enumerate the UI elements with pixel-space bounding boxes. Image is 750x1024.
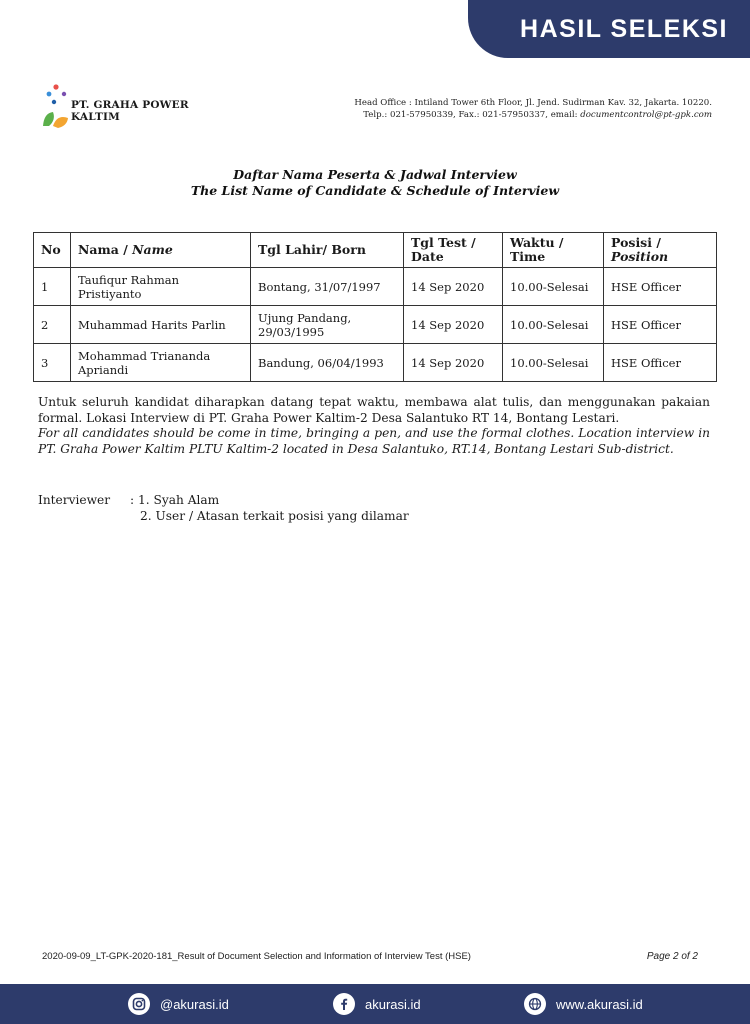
social-website[interactable] <box>524 992 643 1016</box>
cell-born: Bontang, 31/07/1997 <box>251 268 404 306</box>
office-line-2 <box>354 109 712 121</box>
cell-time: 10.00-Selesai <box>503 306 604 344</box>
facebook-handle: akurasi.id <box>365 996 421 1012</box>
office-contact: Telp.: 021-57950339, Fax.: 021-57950337, email: <box>363 110 581 120</box>
instagram-icon <box>128 993 150 1015</box>
cell-name: Mohammad Triananda Apriandi <box>71 344 251 382</box>
cell-born: Ujung Pandang, 29/03/1995 <box>251 306 404 344</box>
cell-no: 2 <box>34 306 71 344</box>
office-address <box>354 97 712 121</box>
table-row <box>34 344 717 382</box>
header-time-en: Time <box>510 249 546 264</box>
instructions-indonesian: Untuk seluruh kandidat diharapkan datang tepat waktu, membawa alat tulis, dan menggunakan pakaian formal. Lokasi Interview di PT. Graha Power Kaltim-2 Desa Salantuko RT 14, Bontang Lestari. <box>38 395 710 425</box>
cell-date: 14 Sep 2020 <box>404 344 503 382</box>
social-instagram[interactable] <box>128 992 229 1016</box>
document-reference: 2020-09-09_LT-GPK-2020-181_Result of Document Selection and Information of Interview Test (HSE) <box>42 951 471 962</box>
header-position-en-text: Position <box>611 249 669 264</box>
instructions <box>38 395 710 457</box>
header-name-id: Nama / <box>78 242 133 257</box>
header-name-en: Name <box>132 242 173 257</box>
interviewer-item: : 1. Syah Alam <box>130 493 220 507</box>
table-row <box>34 268 717 306</box>
header-no: No <box>34 233 71 268</box>
header-date <box>404 233 503 268</box>
social-footer-bar <box>0 984 750 1024</box>
cell-born: Bandung, 06/04/1993 <box>251 344 404 382</box>
header-born: Tgl Lahir/ Born <box>251 233 404 268</box>
instagram-handle: @akurasi.id <box>160 996 229 1012</box>
page-number: Page 2 of 2 <box>646 951 698 962</box>
title-english: The List Name of Candidate & Schedule of Interview <box>190 183 560 198</box>
instructions-english: For all candidates should be come in time, bringing a pen, and use the formal clothes. Location interview in PT. Graha Power Kaltim PLTU Kaltim-2 located in Desa Salantuko, RT.14, Bontang Lestari Sub-district. <box>38 426 710 456</box>
office-line-1: Head Office : Intiland Tower 6th Floor, Jl. Jend. Sudirman Kav. 32, Jakarta. 10220. <box>354 98 712 108</box>
company-logo <box>40 80 240 140</box>
interviewer-list <box>130 492 409 524</box>
header-position-en <box>611 250 709 264</box>
header-position <box>604 233 717 268</box>
company-logo-icon <box>40 80 70 136</box>
title-indonesian: Daftar Nama Peserta & Jadwal Interview <box>233 167 517 182</box>
facebook-icon <box>333 993 355 1015</box>
cell-position: HSE Officer <box>604 306 717 344</box>
cell-no: 1 <box>34 268 71 306</box>
header-name <box>71 233 251 268</box>
interviewer-item: 2. User / Atasan terkait posisi yang dilamar <box>140 509 409 523</box>
cell-position: HSE Officer <box>604 344 717 382</box>
document-title <box>0 167 750 199</box>
header-date-id: Tgl Test / <box>411 235 476 250</box>
badge-label: HASIL SELEKSI <box>520 14 728 43</box>
hasil-seleksi-badge <box>468 0 750 58</box>
table-header-row <box>34 233 717 268</box>
office-email: documentcontrol@pt-gpk.com <box>580 110 712 120</box>
social-facebook[interactable] <box>333 992 421 1016</box>
cell-date: 14 Sep 2020 <box>404 306 503 344</box>
header-date-en: Date <box>411 249 444 264</box>
cell-position: HSE Officer <box>604 268 717 306</box>
company-name: PT. GRAHA POWER KALTIM <box>71 99 189 123</box>
cell-no: 3 <box>34 344 71 382</box>
interview-schedule-table <box>33 232 717 382</box>
header-time-id: Waktu / <box>510 235 564 250</box>
cell-time: 10.00-Selesai <box>503 268 604 306</box>
cell-time: 10.00-Selesai <box>503 344 604 382</box>
header-position-id: Posisi / <box>611 235 661 250</box>
cell-date: 14 Sep 2020 <box>404 268 503 306</box>
table-row <box>34 306 717 344</box>
header-time <box>503 233 604 268</box>
cell-name: Muhammad Harits Parlin <box>71 306 251 344</box>
interviewer-label: Interviewer <box>38 493 111 507</box>
website-url: www.akurasi.id <box>556 996 643 1012</box>
globe-icon <box>524 993 546 1015</box>
cell-name: Taufiqur Rahman Pristiyanto <box>71 268 251 306</box>
